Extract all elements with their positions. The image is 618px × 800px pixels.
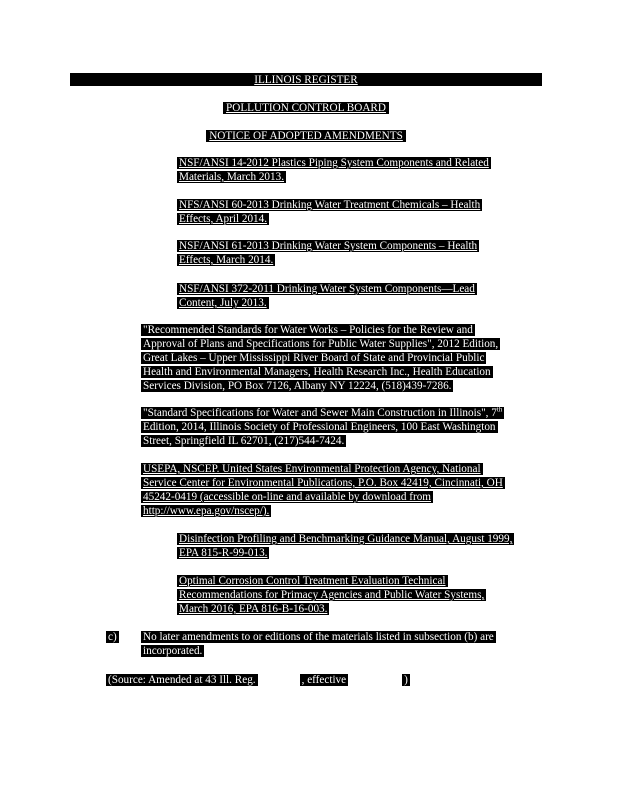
subsection-c-text: No later amendments to or editions of the materials listed in subsection (b) are incorporated. — [143, 631, 494, 657]
nsf372-entry: NSF/ANSI 372-2011 Drinking Water System Components—Lead Content, July 2013. — [179, 283, 475, 309]
notice-title: NOTICE OF ADOPTED AMENDMENTS — [70, 129, 542, 143]
nsf14-entry: NSF/ANSI 14-2012 Plastics Piping System Components and Related Materials, March 2013. — [179, 157, 489, 183]
board-title: POLLUTION CONTROL BOARD — [70, 101, 542, 115]
standard-specs-entry: "Standard Specifications for Water and Sewer Main Construction in Illinois", 7th Edition, 2014, Illinois Society of Professional Engineers, 100 East Washington Street, Springfield IL 62701, (217)544-7424. — [143, 405, 503, 447]
nsf61-entry: NSF/ANSI 61-2013 Drinking Water System Components – Health Effects, March 2014. — [179, 240, 478, 266]
ten-states-entry: "Recommended Standards for Water Works – Policies for the Review and Approval of Plans and Specifications for Public Water Supplies", 2012 Edition, Great Lakes – Upper Mississippi River Board of State and Provincial Public Health and Environmental Managers, Health Research Inc., Health Education Services Division, PO Box 7126, Albany NY 12224, (518)439-7286. — [143, 324, 499, 392]
corrosion-entry: Optimal Corrosion Control Treatment Evaluation Technical Recommendations for Primacy Agencies and Public Water Systems, March 2016, EPA 816-B-16-003. — [179, 575, 485, 615]
subsection-c-label: c) — [108, 631, 117, 643]
register-title: ILLINOIS REGISTER — [254, 74, 358, 86]
usepa-entry: USEPA, NSCEP. United States Environmental Protection Agency, National Service Center for Environmental Publications, P.O. Box 42419, Cincinnati, OH 45242-0419 (accessible on-line and available by download from http://www.epa.gov/nscep/). — [143, 463, 503, 517]
nsf60-entry: NFS/ANSI 60-2013 Drinking Water Treatment Chemicals – Health Effects, April 2014. — [179, 199, 481, 225]
disinfection-entry: Disinfection Profiling and Benchmarking Guidance Manual, August 1999, EPA 815-R-99-013. — [179, 533, 513, 559]
source-line: (Source: Amended at 43 Ill. Reg. , effective ) — [108, 674, 408, 686]
